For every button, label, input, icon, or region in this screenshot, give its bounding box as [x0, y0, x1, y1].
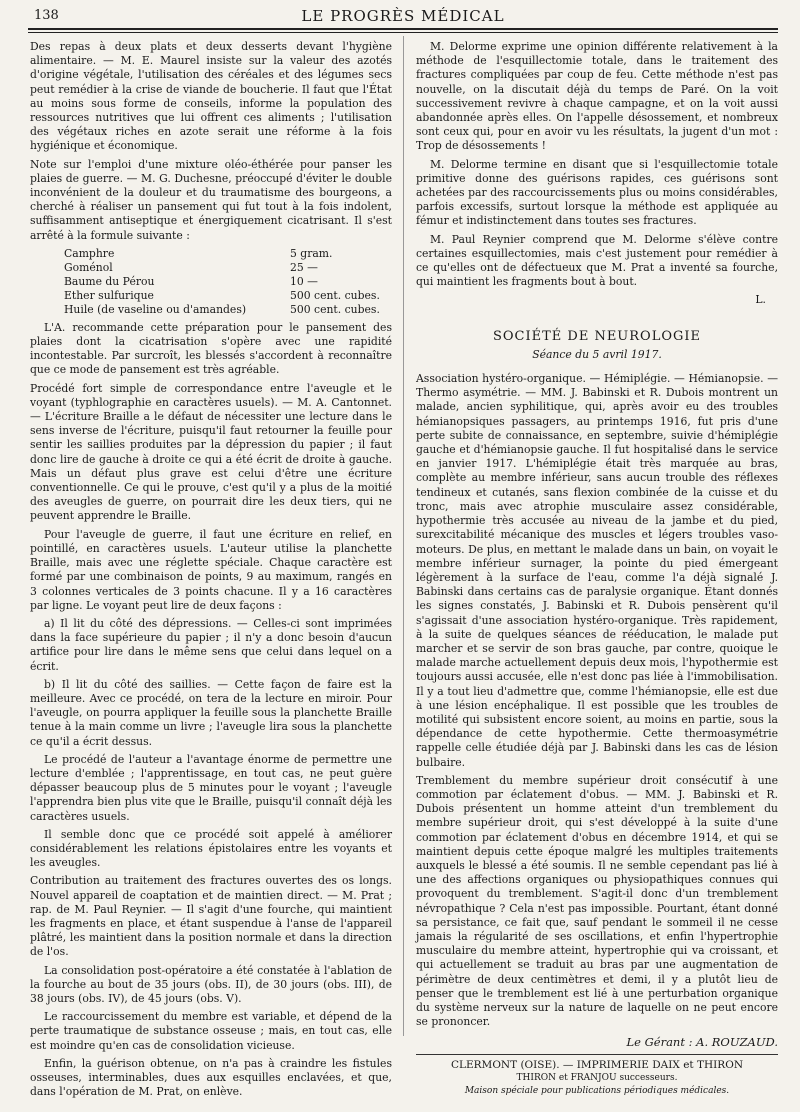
paragraph: Note sur l'emploi d'une mixture oléo-éthérée pour panser les plaies de guerre. — M. G. Duchesne, préoccupé d'éviter le double inconvénient de la douleur et du traumatisme des bourgeons, a cherché à réaliser un pansement qui fut tout à la fois indolent, suffisamment antiseptique et énergiquement cicatrisant. Il s'est arrêté à la formule suivante : — [30, 157, 392, 242]
paragraph: b) Il lit du côté des saillies. — Cette façon de faire est la meilleure. Avec ce procédé, on tera de la lecture en miroir. Pour l'aveugle, on pourra appliquer la feuille sous la planchette Braille tenue à la main comme un livre ; l'aveugle lira sous la planchette ce qu'il a écrit dessus. — [30, 677, 392, 748]
paragraph: M. Paul Reynier comprend que M. Delorme s'élève contre certaines esquillectomies, mais c'est justement pour remédier à ce qu'elles ont de défectueux que M. Prat a inventé sa fourche, qui maintient les fragments bout à bout. — [416, 232, 778, 289]
paragraph: Pour l'aveugle de guerre, il faut une écriture en relief, en pointillé, en caractères usuels. L'auteur utilise la planchette Braille, mais avec une réglette spéciale. Chaque caractère est formé par une combinaison de points, 9 au maximum, rangés en 3 colonnes verticales de 3 points chacune. Il y a 16 caractères par ligne. Le voyant peut lire de deux façons : — [30, 527, 392, 612]
section-date: Séance du 5 avril 1917. — [532, 347, 662, 361]
section-title: SOCIÉTÉ DE NEUROLOGIE — [492, 328, 702, 344]
left-column — [30, 40, 392, 1103]
paragraph: Association hystéro-organique. — Hémiplégie. — Hémianopsie. — Thermo asymétrie. — MM. J. Babinski et R. Dubois montrent un malade, ancien syphilitique, qui, après avoir eu des troubles hémianopsiques passagers, au printemps 1916, fut pris d'une perte subite de connaissance, en septembre, suivie d'hémiplégie gauche et d'hémianopsie gauche. Il fut hospitalisé dans le service en janvier 1917. L'hémiplégie était très marquée au bras, complète au membre inférieur, sans aucun trouble des réflexes tendineux et cutanés, sans flexion combinée de la cuisse et du tronc, mais avec atrophie musculaire assez considérable, hypothermie très accusée au niveau de la jambe et du pied, surexcitabilité mécanique des muscles et légers troubles vaso-moteurs. De plus, en mettant le malade dans un bain, on voyait le membre inférieur surnager, la pointe du pied émergeant légèrement à la surface de l'eau, comme l'a déjà signalé J. Babinski dans certains cas de paralysie organique. Étant donnés les signes constatés, J. Babinski et R. Dubois pensèrent qu'il s'agissait d'une association hystéro-organique. Très rapidement, à la suite de quelques séances de rééducation, le malade put marcher et se servir de son bras gauche, par contre, quoique le malade marche actuellement depuis deux mois, l'hypothermie est toujours aussi accusée, elle n'est donc pas liée à l'immobilisation. Il y a tout lieu d'admettre que, comme l'hémianopsie, elle est due à une lésion encéphalique. Il est possible que les troubles de motilité qui subsistent encore soient, au moins en partie, sous la dépendance de cette hypothermie. Cette thermoasymétrie rappelle celle étudiée déjà par J. Babinski dans les cas de lésion bulbaire. — [416, 372, 778, 769]
paragraph: Le raccourcissement du membre est variable, et dépend de la perte traumatique de substance osseuse ; mais, en tout cas, elle est moindre qu'en cas de consolidation vicieuse. — [30, 1010, 392, 1052]
journal-title: LE PROGRÈS MÉDICAL — [301, 7, 505, 25]
paragraph: Procédé fort simple de correspondance entre l'aveugle et le voyant (typhlographie en caractères usuels). — M. A. Cantonnet. — L'écriture Braille a le défaut de nécessiter une lecture dans le sens inverse de l'écriture, puisqu'il faut retourner la feuille pour sentir les saillies produites par la dépression du papier ; il faut donc lire de gauche à droite ce qui a été écrit de droite à gauche. Mais un défaut plus grave est celui d'être une écriture conventionnelle. Ce qui le prouve, c'est qu'il y a plus de la moitié des aveugles de guerre, on pourrait dire les deux tiers, qui ne peuvent apprendre le Braille. — [30, 381, 392, 523]
paragraph: a) Il lit du côté des dépressions. — Celles-ci sont imprimées dans la face supérieure du papier ; il n'y a donc besoin d'aucun artifice pour lire dans le même sens que celui dans lequel on a écrit. — [30, 616, 392, 673]
header-rule — [28, 28, 778, 30]
formula-row: Camphre 5 gram. — [64, 246, 333, 260]
formula-row: Goménol 25 — — [64, 260, 318, 274]
formula-row: Huile (de vaseline ou d'amandes) 500 cent. cubes. — [64, 302, 380, 316]
footer-rule — [416, 1054, 778, 1055]
paragraph: Il semble donc que ce procédé soit appelé à améliorer considérablement les relations épistolaires entre les voyants et les aveugles. — [30, 827, 392, 870]
page-number: 138 — [34, 8, 59, 23]
formula-row: Baume du Pérou 10 — — [64, 274, 318, 288]
gerant-signature: Le Gérant : A. ROUZAUD. — [626, 1035, 778, 1050]
paragraph: L'A. recommande cette préparation pour le pansement des plaies dont la cicatrisation s'opère avec une rapidité incontestable. Par surcroît, les blessés s'accordent à reconnaître que ce mode de pansement est très agréable. — [30, 320, 392, 377]
paragraph: M. Delorme termine en disant que si l'esquillectomie totale primitive donne des guérisons rapides, ces guérisons sont achetées par des raccourcissements plus ou moins considérables, parfois excessifs, surtout lorsque la méthode est appliquée au fémur et indistinctement dans toutes ses fractures. — [416, 157, 778, 228]
author-signature: L. — [755, 293, 766, 307]
printer-line: Maison spéciale pour publications périodiques médicales. — [464, 1085, 730, 1096]
page-header — [28, 4, 778, 28]
paragraph: Contribution au traitement des fractures ouvertes des os longs. Nouvel appareil de coaptation et de maintien direct. — M. Prat ; rap. de M. Paul Reynier. — Il s'agit d'une fourche, qui maintient les fragments en place, et étant suspendue à l'anse de l'appareil plâtré, les maintient dans la position normale et dans la direction de l'os. — [30, 874, 392, 959]
printer-line: CLERMONT (OISE). — IMPRIMERIE DAIX et THIRON — [450, 1058, 744, 1071]
formula-row: Ether sulfurique 500 cent. cubes. — [64, 288, 380, 302]
paragraph: Le procédé de l'auteur a l'avantage énorme de permettre une lecture d'emblée ; l'apprentissage, en tout cas, ne peut guère dépasser beaucoup plus de 5 minutes pour le voyant ; l'aveugle l'apprendra bien plus vite que le Braille, puisqu'il connaît déjà les caractères usuels. — [30, 752, 392, 823]
formula-table — [64, 247, 380, 317]
printer-imprint — [416, 1059, 778, 1098]
paragraph: M. Delorme exprime une opinion différente relativement à la méthode de l'esquillectomie totale, dans le traitement des fractures compliquées par coup de feu. Cette méthode n'est pas nouvelle, on la discutait déjà du temps de Paré. On la voit successivement revivre à chaque campagne, et on la voit aussi abandonnée après elles. On l'appelle désossement, et nombreux sont ceux qui, pour en avoir vu les résultats, la jugent d'un mot : Trop de désossements ! — [416, 40, 778, 153]
header-rule-thin — [28, 32, 778, 33]
printer-line: THIRON et FRANJOU successeurs. — [516, 1072, 678, 1083]
right-column — [416, 40, 778, 1098]
paragraph: Tremblement du membre supérieur droit consécutif à une commotion par éclatement d'obus. — MM. J. Babinski et R. Dubois présentent un homme atteint d'un tremblement du membre supérieur droit, qui s'est développé à la suite d'une commotion par éclatement d'obus en décembre 1914, et qui se maintient depuis cette époque malgré les multiples traitements auxquels le blessé a été soumis. Il ne semble cependant pas lié à une des affections organiques ou physiopathiques connues qui provoquent du tremblement. S'agit-il donc d'un tremblement névropathique ? Cela n'est pas impossible. Pourtant, étant donné sa persistance, ce fait que, sauf pendant le sommeil il ne cesse jamais la régularité de ses oscillations, et enfin l'hypertrophie musculaire du membre atteint, hypertrophie qui va croissant, et qui actuellement se traduit au bras par une augmentation de périmètre de deux centimètres et demi, il y a plutôt lieu de penser que le tremblement est lié à une perturbation organique du système nerveux sur la nature de laquelle on ne peut encore se prononcer. — [416, 773, 778, 1029]
paragraph: Enfin, la guérison obtenue, on n'a pas à craindre les fistules osseuses, interminables, dues aux esquilles enclavées, et que, dans l'opération de M. Prat, on enlève. — [30, 1056, 392, 1099]
paragraph: La consolidation post-opératoire a été constatée à l'ablation de la fourche au bout de 35 jours (obs. II), de 30 jours (obs. III), de 38 jours (obs. IV), de 45 jours (obs. V). — [30, 963, 392, 1005]
column-separator — [403, 36, 404, 1036]
paragraph: Des repas à deux plats et deux desserts devant l'hygiène alimentaire. — M. E. Maurel insiste sur la valeur des azotés d'origine végétale, l'utilisation des céréales et des légumes secs peut remédier à la crise de viande de boucherie. Il faut que l'État au moins sous forme de conseils, informe la population des ressources nutritives que lui offrent ces aliments ; l'utilisation des végétaux riches en azote serait une réforme à la fois hygiénique et économique. — [30, 40, 392, 153]
